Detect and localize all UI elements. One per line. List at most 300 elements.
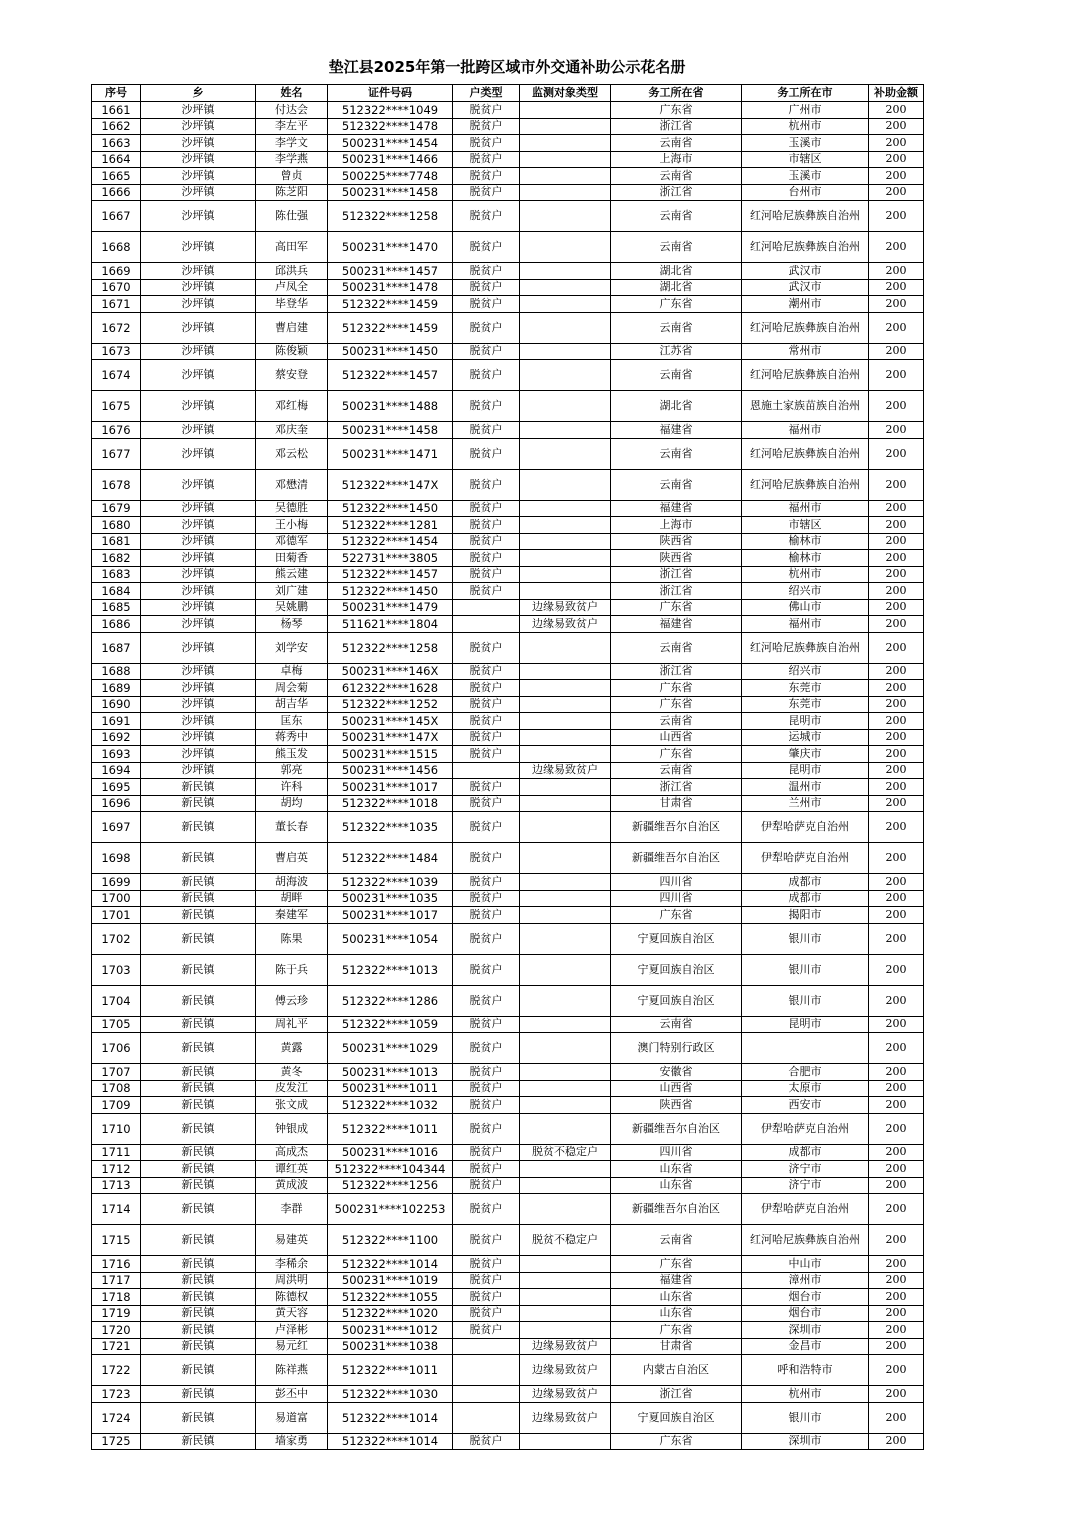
cell-name: 李学文 — [256, 135, 328, 152]
cell-subsidy-amount: 200 — [869, 135, 924, 152]
cell-township: 新民镇 — [141, 1386, 256, 1403]
cell-name: 吴德胜 — [256, 500, 328, 517]
cell-name: 蒋秀中 — [256, 729, 328, 746]
cell-name: 周会菊 — [256, 680, 328, 697]
table-row — [92, 632, 924, 663]
cell-serial: 1718 — [92, 1289, 141, 1306]
cell-subsidy-amount: 200 — [869, 469, 924, 500]
cell-monitor-type: 边缘易致贫户 — [520, 616, 611, 633]
cell-work-province: 云南省 — [611, 713, 742, 730]
cell-monitor-type — [520, 343, 611, 360]
cell-township: 沙坪镇 — [141, 296, 256, 313]
cell-id-number: 512322****1055 — [328, 1289, 453, 1306]
cell-work-province: 新疆维吾尔自治区 — [611, 812, 742, 843]
cell-id-number: 512322****1258 — [328, 201, 453, 232]
table-row — [92, 1064, 924, 1081]
cell-subsidy-amount: 200 — [869, 1064, 924, 1081]
cell-subsidy-amount: 200 — [869, 118, 924, 135]
column-header: 姓名 — [256, 85, 328, 102]
cell-serial: 1698 — [92, 843, 141, 874]
cell-household-type: 脱贫户 — [453, 102, 520, 119]
cell-id-number: 500231****1479 — [328, 599, 453, 616]
cell-township: 新民镇 — [141, 985, 256, 1016]
cell-work-city: 伊犁哈萨克自治州 — [742, 843, 869, 874]
cell-name: 高成杰 — [256, 1144, 328, 1161]
cell-work-province: 新疆维吾尔自治区 — [611, 1194, 742, 1225]
cell-household-type: 脱贫户 — [453, 312, 520, 343]
cell-id-number: 500231****1011 — [328, 1080, 453, 1097]
cell-subsidy-amount: 200 — [869, 632, 924, 663]
cell-name: 陈于兵 — [256, 954, 328, 985]
cell-work-province: 四川省 — [611, 874, 742, 891]
table-row — [92, 599, 924, 616]
cell-work-province: 浙江省 — [611, 118, 742, 135]
table-row — [92, 1305, 924, 1322]
cell-subsidy-amount: 200 — [869, 680, 924, 697]
cell-id-number: 512322****1020 — [328, 1305, 453, 1322]
cell-id-number: 512322****1256 — [328, 1177, 453, 1194]
cell-monitor-type — [520, 1177, 611, 1194]
cell-monitor-type — [520, 312, 611, 343]
cell-work-city: 红河哈尼族彝族自治州 — [742, 469, 869, 500]
cell-work-province: 广东省 — [611, 599, 742, 616]
table-row — [92, 762, 924, 779]
cell-serial: 1682 — [92, 550, 141, 567]
cell-monitor-type: 脱贫不稳定户 — [520, 1144, 611, 1161]
cell-township: 新民镇 — [141, 1256, 256, 1273]
table-row — [92, 746, 924, 763]
cell-township: 新民镇 — [141, 1194, 256, 1225]
cell-work-province: 澳门特别行政区 — [611, 1033, 742, 1064]
column-header: 务工所在省 — [611, 85, 742, 102]
column-header: 证件号码 — [328, 85, 453, 102]
cell-serial: 1663 — [92, 135, 141, 152]
cell-monitor-type — [520, 566, 611, 583]
cell-monitor-type — [520, 438, 611, 469]
cell-work-city: 济宁市 — [742, 1161, 869, 1178]
cell-subsidy-amount: 200 — [869, 1177, 924, 1194]
cell-monitor-type: 边缘易致贫户 — [520, 599, 611, 616]
cell-household-type: 脱贫户 — [453, 1016, 520, 1033]
cell-serial: 1697 — [92, 812, 141, 843]
cell-id-number: 512322****1030 — [328, 1386, 453, 1403]
cell-household-type: 脱贫户 — [453, 779, 520, 796]
cell-township: 新民镇 — [141, 779, 256, 796]
table-row — [92, 135, 924, 152]
cell-work-city: 成都市 — [742, 874, 869, 891]
table-row — [92, 438, 924, 469]
cell-serial: 1687 — [92, 632, 141, 663]
cell-name: 曾贞 — [256, 168, 328, 185]
cell-work-city: 兰州市 — [742, 795, 869, 812]
table-row — [92, 729, 924, 746]
cell-work-province: 云南省 — [611, 438, 742, 469]
cell-subsidy-amount: 200 — [869, 232, 924, 263]
cell-serial: 1664 — [92, 151, 141, 168]
table-row — [92, 1386, 924, 1403]
table-row — [92, 1097, 924, 1114]
page-title: 垫江县2025年第一批跨区域市外交通补助公示花名册 — [328, 58, 686, 76]
cell-subsidy-amount: 200 — [869, 1080, 924, 1097]
cell-subsidy-amount: 200 — [869, 1225, 924, 1256]
cell-work-city: 呼和浩特市 — [742, 1355, 869, 1386]
cell-serial: 1662 — [92, 118, 141, 135]
cell-subsidy-amount: 200 — [869, 907, 924, 924]
cell-work-city: 红河哈尼族彝族自治州 — [742, 360, 869, 391]
cell-id-number: 500231****1029 — [328, 1033, 453, 1064]
cell-work-city: 运城市 — [742, 729, 869, 746]
table-row — [92, 1355, 924, 1386]
cell-work-city: 金昌市 — [742, 1338, 869, 1355]
cell-work-city: 红河哈尼族彝族自治州 — [742, 312, 869, 343]
cell-household-type: 脱贫户 — [453, 168, 520, 185]
cell-name: 熊云建 — [256, 566, 328, 583]
cell-township: 沙坪镇 — [141, 713, 256, 730]
cell-name: 秦建军 — [256, 907, 328, 924]
cell-household-type: 脱贫户 — [453, 438, 520, 469]
cell-township: 沙坪镇 — [141, 118, 256, 135]
cell-subsidy-amount: 200 — [869, 184, 924, 201]
cell-work-city — [742, 1033, 869, 1064]
cell-id-number: 500231****1016 — [328, 1144, 453, 1161]
cell-subsidy-amount: 200 — [869, 954, 924, 985]
table-row — [92, 1113, 924, 1144]
cell-monitor-type — [520, 360, 611, 391]
cell-serial: 1661 — [92, 102, 141, 119]
cell-monitor-type — [520, 135, 611, 152]
cell-serial: 1723 — [92, 1386, 141, 1403]
cell-monitor-type — [520, 729, 611, 746]
cell-monitor-type — [520, 533, 611, 550]
cell-township: 新民镇 — [141, 812, 256, 843]
cell-work-city: 佛山市 — [742, 599, 869, 616]
cell-serial: 1694 — [92, 762, 141, 779]
cell-township: 新民镇 — [141, 874, 256, 891]
cell-work-province: 新疆维吾尔自治区 — [611, 843, 742, 874]
cell-township: 新民镇 — [141, 923, 256, 954]
cell-work-province: 福建省 — [611, 616, 742, 633]
cell-work-province: 陕西省 — [611, 1097, 742, 1114]
cell-subsidy-amount: 200 — [869, 923, 924, 954]
table-header-row — [92, 85, 924, 102]
cell-name: 许科 — [256, 779, 328, 796]
cell-id-number: 512322****1457 — [328, 360, 453, 391]
cell-id-number: 512322****1035 — [328, 812, 453, 843]
cell-household-type: 脱贫户 — [453, 296, 520, 313]
table-row — [92, 500, 924, 517]
cell-monitor-type — [520, 168, 611, 185]
cell-name: 杨琴 — [256, 616, 328, 633]
cell-work-province: 广东省 — [611, 1433, 742, 1450]
cell-name: 谭红英 — [256, 1161, 328, 1178]
cell-work-city: 烟台市 — [742, 1305, 869, 1322]
cell-township: 沙坪镇 — [141, 422, 256, 439]
cell-id-number: 512322****147X — [328, 469, 453, 500]
cell-work-province: 江苏省 — [611, 343, 742, 360]
cell-serial: 1703 — [92, 954, 141, 985]
cell-name: 邱洪兵 — [256, 263, 328, 280]
cell-work-province: 山东省 — [611, 1161, 742, 1178]
cell-township: 沙坪镇 — [141, 184, 256, 201]
cell-monitor-type — [520, 1097, 611, 1114]
table-row — [92, 1161, 924, 1178]
cell-monitor-type: 边缘易致贫户 — [520, 1355, 611, 1386]
cell-township: 沙坪镇 — [141, 746, 256, 763]
cell-work-province: 云南省 — [611, 168, 742, 185]
cell-household-type — [453, 616, 520, 633]
cell-subsidy-amount: 200 — [869, 312, 924, 343]
cell-name: 蔡安登 — [256, 360, 328, 391]
cell-id-number: 500231****1478 — [328, 279, 453, 296]
cell-work-province: 广东省 — [611, 680, 742, 697]
cell-name: 易元红 — [256, 1338, 328, 1355]
cell-id-number: 512322****1014 — [328, 1433, 453, 1450]
cell-serial: 1678 — [92, 469, 141, 500]
cell-township: 新民镇 — [141, 1016, 256, 1033]
cell-serial: 1714 — [92, 1194, 141, 1225]
cell-household-type: 脱贫户 — [453, 118, 520, 135]
cell-work-city: 杭州市 — [742, 566, 869, 583]
cell-serial: 1683 — [92, 566, 141, 583]
cell-serial: 1716 — [92, 1256, 141, 1273]
cell-name: 黄成波 — [256, 1177, 328, 1194]
cell-name: 胡吉华 — [256, 696, 328, 713]
cell-subsidy-amount: 200 — [869, 296, 924, 313]
cell-name: 毕登华 — [256, 296, 328, 313]
cell-id-number: 512322****1281 — [328, 517, 453, 534]
cell-name: 周洪明 — [256, 1272, 328, 1289]
column-header: 补助金额 — [869, 85, 924, 102]
cell-household-type: 脱贫户 — [453, 696, 520, 713]
cell-household-type: 脱贫户 — [453, 1080, 520, 1097]
cell-township: 沙坪镇 — [141, 102, 256, 119]
cell-township: 新民镇 — [141, 1161, 256, 1178]
cell-subsidy-amount: 200 — [869, 713, 924, 730]
table-row — [92, 1322, 924, 1339]
cell-work-province: 浙江省 — [611, 779, 742, 796]
table-row — [92, 1256, 924, 1273]
cell-name: 李左平 — [256, 118, 328, 135]
cell-serial: 1696 — [92, 795, 141, 812]
cell-id-number: 500231****1454 — [328, 135, 453, 152]
cell-monitor-type: 边缘易致贫户 — [520, 1402, 611, 1433]
cell-monitor-type — [520, 469, 611, 500]
cell-id-number: 500231****1470 — [328, 232, 453, 263]
cell-monitor-type — [520, 1016, 611, 1033]
cell-id-number: 500231****102253 — [328, 1194, 453, 1225]
cell-township: 新民镇 — [141, 1097, 256, 1114]
cell-work-province: 宁夏回族自治区 — [611, 923, 742, 954]
table-row — [92, 422, 924, 439]
cell-subsidy-amount: 200 — [869, 151, 924, 168]
cell-serial: 1688 — [92, 663, 141, 680]
cell-subsidy-amount: 200 — [869, 517, 924, 534]
cell-serial: 1701 — [92, 907, 141, 924]
cell-id-number: 612322****1628 — [328, 680, 453, 697]
cell-work-province: 浙江省 — [611, 583, 742, 600]
cell-name: 周礼平 — [256, 1016, 328, 1033]
cell-monitor-type — [520, 151, 611, 168]
cell-subsidy-amount: 200 — [869, 533, 924, 550]
cell-household-type: 脱贫户 — [453, 907, 520, 924]
cell-work-province: 安徽省 — [611, 1064, 742, 1081]
cell-subsidy-amount: 200 — [869, 599, 924, 616]
cell-household-type: 脱贫户 — [453, 923, 520, 954]
cell-subsidy-amount: 200 — [869, 360, 924, 391]
cell-subsidy-amount: 200 — [869, 168, 924, 185]
table-row — [92, 954, 924, 985]
cell-subsidy-amount: 200 — [869, 762, 924, 779]
cell-subsidy-amount: 200 — [869, 438, 924, 469]
cell-household-type: 脱贫户 — [453, 1225, 520, 1256]
table-row — [92, 1289, 924, 1306]
cell-work-city: 恩施土家族苗族自治州 — [742, 391, 869, 422]
cell-id-number: 500231****1017 — [328, 907, 453, 924]
cell-household-type: 脱贫户 — [453, 954, 520, 985]
cell-household-type: 脱贫户 — [453, 1272, 520, 1289]
cell-serial: 1692 — [92, 729, 141, 746]
cell-monitor-type — [520, 517, 611, 534]
cell-work-province: 广东省 — [611, 907, 742, 924]
cell-name: 董长春 — [256, 812, 328, 843]
cell-serial: 1699 — [92, 874, 141, 891]
cell-work-province: 甘肃省 — [611, 795, 742, 812]
cell-township: 新民镇 — [141, 1113, 256, 1144]
cell-work-city: 银川市 — [742, 954, 869, 985]
cell-household-type: 脱贫户 — [453, 890, 520, 907]
cell-township: 新民镇 — [141, 890, 256, 907]
cell-township: 新民镇 — [141, 843, 256, 874]
cell-name: 邓庆奎 — [256, 422, 328, 439]
cell-work-city: 绍兴市 — [742, 583, 869, 600]
cell-monitor-type — [520, 1433, 611, 1450]
cell-household-type: 脱贫户 — [453, 135, 520, 152]
cell-work-city: 东莞市 — [742, 696, 869, 713]
cell-work-city: 杭州市 — [742, 118, 869, 135]
cell-monitor-type — [520, 422, 611, 439]
cell-serial: 1702 — [92, 923, 141, 954]
cell-id-number: 512322****1013 — [328, 954, 453, 985]
cell-id-number: 512322****1100 — [328, 1225, 453, 1256]
cell-work-city: 红河哈尼族彝族自治州 — [742, 438, 869, 469]
cell-monitor-type — [520, 1161, 611, 1178]
cell-township: 新民镇 — [141, 1289, 256, 1306]
cell-household-type: 脱贫户 — [453, 1113, 520, 1144]
cell-township: 沙坪镇 — [141, 263, 256, 280]
table-row — [92, 1402, 924, 1433]
cell-work-city: 榆林市 — [742, 550, 869, 567]
cell-household-type: 脱贫户 — [453, 263, 520, 280]
table-row — [92, 583, 924, 600]
table-row — [92, 1016, 924, 1033]
cell-serial: 1671 — [92, 296, 141, 313]
cell-work-city: 福州市 — [742, 422, 869, 439]
cell-work-province: 四川省 — [611, 890, 742, 907]
cell-name: 张文成 — [256, 1097, 328, 1114]
table-row — [92, 312, 924, 343]
cell-id-number: 500231****145X — [328, 713, 453, 730]
cell-work-province: 广东省 — [611, 1256, 742, 1273]
cell-serial: 1677 — [92, 438, 141, 469]
cell-serial: 1712 — [92, 1161, 141, 1178]
cell-township: 沙坪镇 — [141, 762, 256, 779]
table-row — [92, 1194, 924, 1225]
roster-table — [91, 84, 924, 1450]
cell-household-type: 脱贫户 — [453, 151, 520, 168]
cell-subsidy-amount: 200 — [869, 1338, 924, 1355]
cell-subsidy-amount: 200 — [869, 263, 924, 280]
cell-monitor-type — [520, 1194, 611, 1225]
table-row — [92, 616, 924, 633]
cell-serial: 1705 — [92, 1016, 141, 1033]
cell-work-province: 广东省 — [611, 696, 742, 713]
cell-work-province: 福建省 — [611, 500, 742, 517]
cell-serial: 1710 — [92, 1113, 141, 1144]
cell-township: 沙坪镇 — [141, 168, 256, 185]
cell-work-province: 山东省 — [611, 1289, 742, 1306]
cell-subsidy-amount: 200 — [869, 201, 924, 232]
cell-serial: 1725 — [92, 1433, 141, 1450]
cell-monitor-type — [520, 795, 611, 812]
cell-monitor-type — [520, 296, 611, 313]
cell-name: 卢凤全 — [256, 279, 328, 296]
cell-household-type: 脱贫户 — [453, 550, 520, 567]
table-row — [92, 533, 924, 550]
cell-name: 易建英 — [256, 1225, 328, 1256]
cell-subsidy-amount: 200 — [869, 583, 924, 600]
cell-township: 新民镇 — [141, 1355, 256, 1386]
cell-township: 沙坪镇 — [141, 680, 256, 697]
cell-household-type: 脱贫户 — [453, 1322, 520, 1339]
cell-id-number: 512322****1478 — [328, 118, 453, 135]
cell-work-city: 银川市 — [742, 1402, 869, 1433]
cell-name: 邓懋清 — [256, 469, 328, 500]
table-row — [92, 923, 924, 954]
cell-household-type: 脱贫户 — [453, 632, 520, 663]
cell-township: 沙坪镇 — [141, 201, 256, 232]
cell-household-type: 脱贫户 — [453, 184, 520, 201]
cell-serial: 1720 — [92, 1322, 141, 1339]
cell-township: 沙坪镇 — [141, 533, 256, 550]
cell-household-type: 脱贫户 — [453, 583, 520, 600]
cell-work-province: 浙江省 — [611, 566, 742, 583]
cell-id-number: 500225****7748 — [328, 168, 453, 185]
cell-household-type: 脱贫户 — [453, 729, 520, 746]
table-row — [92, 102, 924, 119]
cell-work-city: 广州市 — [742, 102, 869, 119]
table-row — [92, 713, 924, 730]
cell-name: 邓云松 — [256, 438, 328, 469]
cell-id-number: 512322****1258 — [328, 632, 453, 663]
cell-monitor-type — [520, 923, 611, 954]
cell-work-city: 温州市 — [742, 779, 869, 796]
cell-work-city: 玉溪市 — [742, 168, 869, 185]
cell-subsidy-amount: 200 — [869, 1386, 924, 1403]
cell-id-number: 500231****1458 — [328, 422, 453, 439]
cell-monitor-type — [520, 201, 611, 232]
cell-township: 沙坪镇 — [141, 279, 256, 296]
table-row — [92, 663, 924, 680]
cell-monitor-type: 边缘易致贫户 — [520, 1338, 611, 1355]
cell-work-city: 武汉市 — [742, 263, 869, 280]
table-row — [92, 812, 924, 843]
cell-work-city: 伊犁哈萨克自治州 — [742, 1194, 869, 1225]
cell-monitor-type — [520, 874, 611, 891]
cell-name: 陈祥燕 — [256, 1355, 328, 1386]
table-row — [92, 469, 924, 500]
cell-monitor-type — [520, 779, 611, 796]
cell-id-number: 500231****1488 — [328, 391, 453, 422]
